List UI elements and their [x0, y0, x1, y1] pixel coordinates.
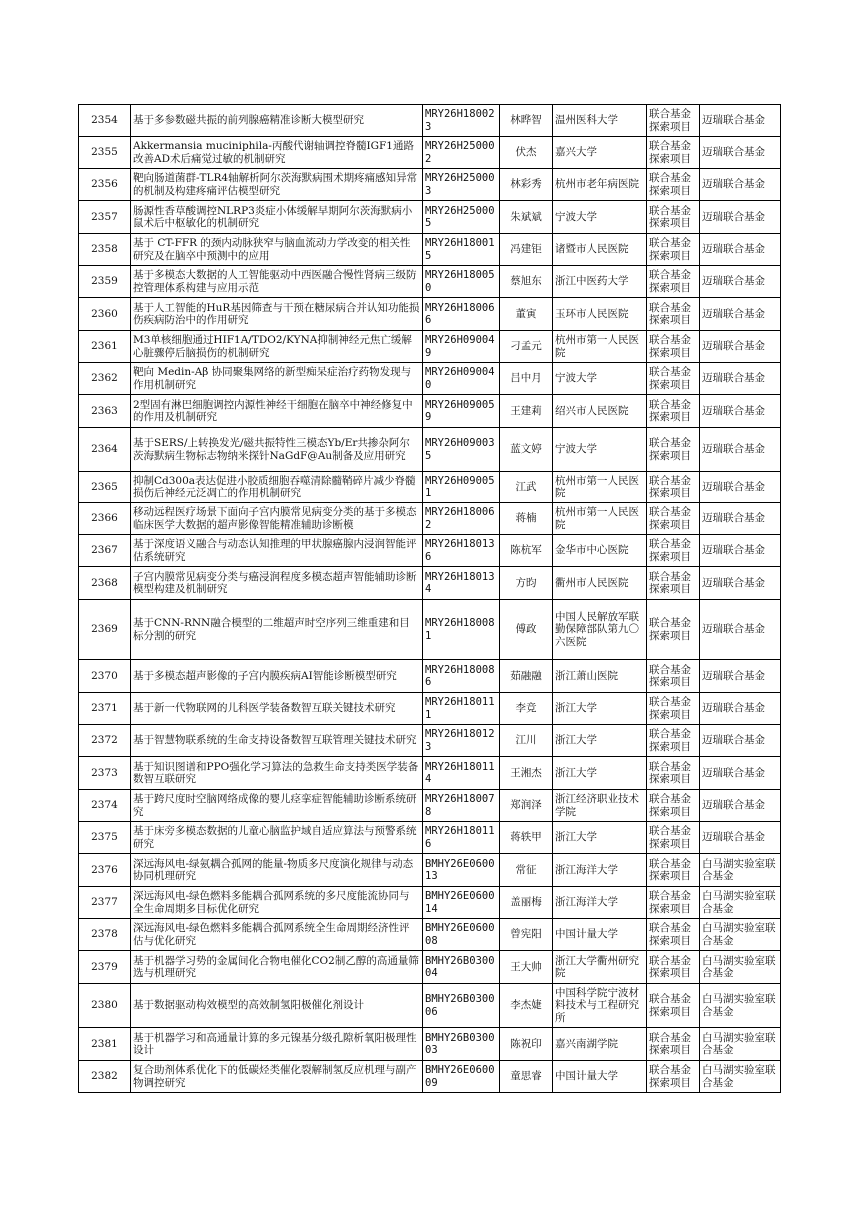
row-number-cell: 2365 — [79, 472, 131, 503]
project-title-cell: 基于多模态大数据的人工智能驱动中西医融合慢性肾病三级防控管理体系构建与应用示范 — [131, 266, 423, 298]
applicant-name-cell: 李杰婕 — [500, 984, 553, 1028]
row-number-cell: 2366 — [79, 503, 131, 535]
table-row — [79, 919, 781, 951]
project-title-cell: 基于多模态超声影像的子宫内膜疾病AI智能诊断模型研究 — [131, 660, 423, 693]
institution-cell: 衢州市人民医院 — [553, 567, 647, 600]
project-category-cell: 联合基金探索项目 — [647, 600, 700, 660]
fund-name-cell: 迈瑞联合基金 — [700, 201, 781, 234]
project-code-cell: MRY26H250005 — [423, 201, 500, 234]
applicant-name-cell: 曾宪阳 — [500, 919, 553, 951]
row-number-cell: 2356 — [79, 169, 131, 201]
fund-name-cell: 迈瑞联合基金 — [700, 693, 781, 725]
project-title-cell: 2型固有淋巴细胞调控内源性神经干细胞在脑卒中神经修复中的作用及机制研究 — [131, 395, 423, 428]
applicant-name-cell: 常征 — [500, 854, 553, 887]
project-title-cell: 基于新一代物联网的儿科医学装备数智互联关键技术研究 — [131, 693, 423, 725]
table-row — [79, 854, 781, 887]
row-number-cell: 2368 — [79, 567, 131, 600]
project-title-cell: 基于知识图谱和PPO强化学习算法的急救生命支持类医学装备数智互联研究 — [131, 757, 423, 790]
applicant-name-cell: 盖丽梅 — [500, 887, 553, 919]
project-code-cell: MRY26H180023 — [423, 105, 500, 137]
table-row — [79, 298, 781, 331]
project-category-cell: 联合基金探索项目 — [647, 266, 700, 298]
table-row — [79, 535, 781, 567]
project-category-cell: 联合基金探索项目 — [647, 984, 700, 1028]
project-title-cell: 基于深度语义融合与动态认知推理的甲状腺癌腺内浸润智能评估系统研究 — [131, 535, 423, 567]
fund-name-cell: 白马湖实验室联合基金 — [700, 919, 781, 951]
institution-cell: 嘉兴南湖学院 — [553, 1028, 647, 1061]
institution-cell: 浙江萧山医院 — [553, 660, 647, 693]
institution-cell: 中国计量大学 — [553, 919, 647, 951]
project-title-cell: 复合助剂体系优化下的低碳烃类催化裂解制氢反应机理与副产物调控研究 — [131, 1061, 423, 1093]
project-table — [78, 104, 781, 1093]
fund-name-cell: 迈瑞联合基金 — [700, 822, 781, 854]
table-row — [79, 331, 781, 363]
project-code-cell: MRY26H090049 — [423, 331, 500, 363]
applicant-name-cell: 蒋轶甲 — [500, 822, 553, 854]
project-category-cell: 联合基金探索项目 — [647, 725, 700, 757]
project-code-cell: MRY26H180078 — [423, 790, 500, 822]
project-category-cell: 联合基金探索项目 — [647, 887, 700, 919]
fund-name-cell: 迈瑞联合基金 — [700, 428, 781, 472]
applicant-name-cell: 童思睿 — [500, 1061, 553, 1093]
table-row — [79, 428, 781, 472]
applicant-name-cell: 林晔智 — [500, 105, 553, 137]
table-row — [79, 201, 781, 234]
row-number-cell: 2376 — [79, 854, 131, 887]
row-number-cell: 2372 — [79, 725, 131, 757]
applicant-name-cell: 郑润泽 — [500, 790, 553, 822]
institution-cell: 玉环市人民医院 — [553, 298, 647, 331]
row-number-cell: 2359 — [79, 266, 131, 298]
applicant-name-cell: 李竞 — [500, 693, 553, 725]
fund-name-cell: 迈瑞联合基金 — [700, 234, 781, 266]
fund-name-cell: 迈瑞联合基金 — [700, 331, 781, 363]
applicant-name-cell: 江川 — [500, 725, 553, 757]
row-number-cell: 2381 — [79, 1028, 131, 1061]
applicant-name-cell: 王建莉 — [500, 395, 553, 428]
fund-name-cell: 迈瑞联合基金 — [700, 535, 781, 567]
table-row — [79, 725, 781, 757]
fund-name-cell: 迈瑞联合基金 — [700, 363, 781, 395]
institution-cell: 杭州市第一人民医院 — [553, 503, 647, 535]
project-category-cell: 联合基金探索项目 — [647, 919, 700, 951]
row-number-cell: 2380 — [79, 984, 131, 1028]
project-code-cell: BMHY26E060014 — [423, 887, 500, 919]
table-row — [79, 1028, 781, 1061]
row-number-cell: 2362 — [79, 363, 131, 395]
institution-cell: 温州医科大学 — [553, 105, 647, 137]
applicant-name-cell: 吕中月 — [500, 363, 553, 395]
project-code-cell: BMHY26E060013 — [423, 854, 500, 887]
row-number-cell: 2379 — [79, 951, 131, 984]
fund-name-cell: 白马湖实验室联合基金 — [700, 1061, 781, 1093]
row-number-cell: 2364 — [79, 428, 131, 472]
table-row — [79, 234, 781, 266]
project-code-cell: BMHY26B030004 — [423, 951, 500, 984]
row-number-cell: 2369 — [79, 600, 131, 660]
project-code-cell: BMHY26E060009 — [423, 1061, 500, 1093]
applicant-name-cell: 方昀 — [500, 567, 553, 600]
project-code-cell: MRY26H180111 — [423, 693, 500, 725]
project-category-cell: 联合基金探索项目 — [647, 567, 700, 600]
project-title-cell: 基于CNN-RNN融合模型的二维超声时空序列三维重建和目标分割的研究 — [131, 600, 423, 660]
project-category-cell: 联合基金探索项目 — [647, 951, 700, 984]
table-row — [79, 693, 781, 725]
table-row — [79, 984, 781, 1028]
table-row — [79, 567, 781, 600]
institution-cell: 浙江经济职业技术学院 — [553, 790, 647, 822]
project-title-cell: 深远海风电-绿氨耦合孤网的能量-物质多尺度演化规律与动态协同机理研究 — [131, 854, 423, 887]
applicant-name-cell: 傅政 — [500, 600, 553, 660]
table-row — [79, 137, 781, 169]
project-code-cell: MRY26H180086 — [423, 660, 500, 693]
row-number-cell: 2382 — [79, 1061, 131, 1093]
row-number-cell: 2360 — [79, 298, 131, 331]
applicant-name-cell: 蓝文婷 — [500, 428, 553, 472]
project-code-cell: BMHY26E060008 — [423, 919, 500, 951]
row-number-cell: 2370 — [79, 660, 131, 693]
institution-cell: 绍兴市人民医院 — [553, 395, 647, 428]
project-code-cell: MRY26H180062 — [423, 503, 500, 535]
project-code-cell: MRY26H180136 — [423, 535, 500, 567]
row-number-cell: 2354 — [79, 105, 131, 137]
table-row — [79, 503, 781, 535]
project-category-cell: 联合基金探索项目 — [647, 535, 700, 567]
fund-name-cell: 迈瑞联合基金 — [700, 105, 781, 137]
project-code-cell: MRY26H180116 — [423, 822, 500, 854]
project-title-cell: 靶向肠道菌群-TLR4轴解析阿尔茨海默病围术期疼痛感知异常的机制及构建疼痛评估模型研究 — [131, 169, 423, 201]
table-row — [79, 822, 781, 854]
applicant-name-cell: 冯建钜 — [500, 234, 553, 266]
project-category-cell: 联合基金探索项目 — [647, 234, 700, 266]
fund-name-cell: 白马湖实验室联合基金 — [700, 984, 781, 1028]
project-category-cell: 联合基金探索项目 — [647, 169, 700, 201]
project-category-cell: 联合基金探索项目 — [647, 1028, 700, 1061]
institution-cell: 浙江大学衢州研究院 — [553, 951, 647, 984]
table-row — [79, 887, 781, 919]
project-title-cell: Akkermansia muciniphila-丙酸代谢轴调控脊髓IGF1通路改善AD术后痛觉过敏的机制研究 — [131, 137, 423, 169]
project-code-cell: MRY26H250002 — [423, 137, 500, 169]
table-row — [79, 600, 781, 660]
institution-cell: 中国计量大学 — [553, 1061, 647, 1093]
applicant-name-cell: 王大帅 — [500, 951, 553, 984]
project-title-cell: 基于机器学习和高通量计算的多元镍基分级孔隙析氧阳极理性设计 — [131, 1028, 423, 1061]
project-category-cell: 联合基金探索项目 — [647, 693, 700, 725]
project-category-cell: 联合基金探索项目 — [647, 757, 700, 790]
table-row — [79, 757, 781, 790]
table-row — [79, 951, 781, 984]
project-title-cell: 深远海风电-绿色燃料多能耦合孤网系统全生命周期经济性评估与优化研究 — [131, 919, 423, 951]
institution-cell: 浙江大学 — [553, 757, 647, 790]
project-code-cell: BMHY26B030003 — [423, 1028, 500, 1061]
project-category-cell: 联合基金探索项目 — [647, 137, 700, 169]
fund-name-cell: 迈瑞联合基金 — [700, 790, 781, 822]
fund-name-cell: 迈瑞联合基金 — [700, 266, 781, 298]
table-row — [79, 395, 781, 428]
project-code-cell: MRY26H090051 — [423, 472, 500, 503]
project-category-cell: 联合基金探索项目 — [647, 298, 700, 331]
project-category-cell: 联合基金探索项目 — [647, 105, 700, 137]
institution-cell: 金华市中心医院 — [553, 535, 647, 567]
project-title-cell: 基于 CT-FFR 的颈内动脉狭窄与脑血流动力学改变的相关性研究及在脑卒中预测中的应用 — [131, 234, 423, 266]
applicant-name-cell: 江武 — [500, 472, 553, 503]
project-table-body — [79, 105, 781, 1093]
project-category-cell: 联合基金探索项目 — [647, 854, 700, 887]
fund-name-cell: 迈瑞联合基金 — [700, 503, 781, 535]
row-number-cell: 2374 — [79, 790, 131, 822]
project-code-cell: MRY26H090035 — [423, 428, 500, 472]
fund-name-cell: 迈瑞联合基金 — [700, 137, 781, 169]
table-row — [79, 1061, 781, 1093]
project-category-cell: 联合基金探索项目 — [647, 201, 700, 234]
project-title-cell: 基于数据驱动构效模型的高效制氢阳极催化剂设计 — [131, 984, 423, 1028]
institution-cell: 浙江大学 — [553, 822, 647, 854]
institution-cell: 浙江中医药大学 — [553, 266, 647, 298]
project-title-cell: 基于多参数磁共振的前列腺癌精准诊断大模型研究 — [131, 105, 423, 137]
applicant-name-cell: 陈杭军 — [500, 535, 553, 567]
row-number-cell: 2367 — [79, 535, 131, 567]
project-title-cell: 肠源性香草酸调控NLRP3炎症小体缓解早期阿尔茨海默病小鼠术后中枢敏化的机制研究 — [131, 201, 423, 234]
fund-name-cell: 迈瑞联合基金 — [700, 660, 781, 693]
row-number-cell: 2358 — [79, 234, 131, 266]
row-number-cell: 2377 — [79, 887, 131, 919]
institution-cell: 浙江大学 — [553, 725, 647, 757]
project-code-cell: MRY26H180066 — [423, 298, 500, 331]
institution-cell: 杭州市第一人民医院 — [553, 331, 647, 363]
project-title-cell: 基于床旁多模态数据的儿童心脑监护域自适应算法与预警系统研究 — [131, 822, 423, 854]
row-number-cell: 2371 — [79, 693, 131, 725]
institution-cell: 嘉兴大学 — [553, 137, 647, 169]
project-category-cell: 联合基金探索项目 — [647, 790, 700, 822]
project-title-cell: 子宫内膜常见病变分类与癌浸润程度多模态超声智能辅助诊断模型构建及机制研究 — [131, 567, 423, 600]
fund-name-cell: 白马湖实验室联合基金 — [700, 854, 781, 887]
project-code-cell: MRY26H180081 — [423, 600, 500, 660]
institution-cell: 宁波大学 — [553, 363, 647, 395]
institution-cell: 宁波大学 — [553, 201, 647, 234]
project-code-cell: MRY26H090059 — [423, 395, 500, 428]
project-title-cell: 靶向 Medin-Aβ 协同聚集网络的新型痴呆症治疗药物发现与作用机制研究 — [131, 363, 423, 395]
fund-name-cell: 迈瑞联合基金 — [700, 298, 781, 331]
project-category-cell: 联合基金探索项目 — [647, 660, 700, 693]
institution-cell: 浙江大学 — [553, 693, 647, 725]
table-row — [79, 266, 781, 298]
project-category-cell: 联合基金探索项目 — [647, 428, 700, 472]
project-title-cell: 深远海风电-绿色燃料多能耦合孤网系统的多尺度能流协同与全生命周期多目标优化研究 — [131, 887, 423, 919]
row-number-cell: 2375 — [79, 822, 131, 854]
applicant-name-cell: 刁孟元 — [500, 331, 553, 363]
applicant-name-cell: 朱斌斌 — [500, 201, 553, 234]
row-number-cell: 2355 — [79, 137, 131, 169]
project-code-cell: MRY26H180050 — [423, 266, 500, 298]
row-number-cell: 2363 — [79, 395, 131, 428]
project-title-cell: 抑制Cd300a表达促进小胶质细胞吞噬清除髓鞘碎片减少脊髓损伤后神经元泛凋亡的作用机制研究 — [131, 472, 423, 503]
project-category-cell: 联合基金探索项目 — [647, 395, 700, 428]
table-row — [79, 472, 781, 503]
row-number-cell: 2378 — [79, 919, 131, 951]
project-code-cell: MRY26H180114 — [423, 757, 500, 790]
institution-cell: 浙江海洋大学 — [553, 887, 647, 919]
project-code-cell: MRY26H180134 — [423, 567, 500, 600]
table-row — [79, 169, 781, 201]
institution-cell: 宁波大学 — [553, 428, 647, 472]
applicant-name-cell: 陈祝印 — [500, 1028, 553, 1061]
institution-cell: 中国人民解放军联勤保障部队第九〇六医院 — [553, 600, 647, 660]
institution-cell: 中国科学院宁波材料技术与工程研究所 — [553, 984, 647, 1028]
fund-name-cell: 迈瑞联合基金 — [700, 757, 781, 790]
table-row — [79, 105, 781, 137]
project-code-cell: MRY26H180015 — [423, 234, 500, 266]
project-code-cell: MRY26H250003 — [423, 169, 500, 201]
institution-cell: 杭州市老年病医院 — [553, 169, 647, 201]
project-title-cell: 基于人工智能的HuR基因筛查与干预在糖尿病合并认知功能损伤疾病防治中的作用研究 — [131, 298, 423, 331]
applicant-name-cell: 蒋楠 — [500, 503, 553, 535]
project-category-cell: 联合基金探索项目 — [647, 503, 700, 535]
fund-name-cell: 白马湖实验室联合基金 — [700, 1028, 781, 1061]
fund-name-cell: 迈瑞联合基金 — [700, 600, 781, 660]
institution-cell: 浙江海洋大学 — [553, 854, 647, 887]
institution-cell: 诸暨市人民医院 — [553, 234, 647, 266]
row-number-cell: 2357 — [79, 201, 131, 234]
applicant-name-cell: 王湘杰 — [500, 757, 553, 790]
row-number-cell: 2361 — [79, 331, 131, 363]
project-title-cell: 基于SERS/上转换发光/磁共振特性三模态Yb/Er共掺杂阿尔茨海默病生物标志物纳米探针NaGdF@Au制备及应用研究 — [131, 428, 423, 472]
project-category-cell: 联合基金探索项目 — [647, 331, 700, 363]
fund-name-cell: 迈瑞联合基金 — [700, 472, 781, 503]
project-category-cell: 联合基金探索项目 — [647, 822, 700, 854]
table-row — [79, 790, 781, 822]
project-title-cell: 基于机器学习势的金属间化合物电催化CO2制乙醇的高通量筛选与机理研究 — [131, 951, 423, 984]
applicant-name-cell: 伏杰 — [500, 137, 553, 169]
applicant-name-cell: 蔡旭东 — [500, 266, 553, 298]
table-row — [79, 660, 781, 693]
fund-name-cell: 迈瑞联合基金 — [700, 567, 781, 600]
fund-name-cell: 白马湖实验室联合基金 — [700, 951, 781, 984]
project-category-cell: 联合基金探索项目 — [647, 1061, 700, 1093]
applicant-name-cell: 董寅 — [500, 298, 553, 331]
project-code-cell: MRY26H090040 — [423, 363, 500, 395]
project-title-cell: M3单核细胞通过HIF1A/TDO2/KYNA抑制神经元焦亡缓解心脏骤停后脑损伤的机制研究 — [131, 331, 423, 363]
row-number-cell: 2373 — [79, 757, 131, 790]
fund-name-cell: 白马湖实验室联合基金 — [700, 887, 781, 919]
project-category-cell: 联合基金探索项目 — [647, 363, 700, 395]
project-title-cell: 基于跨尺度时空脑网络成像的婴儿痉挛症智能辅助诊断系统研究 — [131, 790, 423, 822]
project-code-cell: BMHY26B030006 — [423, 984, 500, 1028]
project-category-cell: 联合基金探索项目 — [647, 472, 700, 503]
fund-name-cell: 迈瑞联合基金 — [700, 725, 781, 757]
project-title-cell: 移动远程医疗场景下面向子宫内膜常见病变分类的基于多模态临床医学大数据的超声影像智能精准辅助诊断模 — [131, 503, 423, 535]
table-row — [79, 363, 781, 395]
fund-name-cell: 迈瑞联合基金 — [700, 169, 781, 201]
applicant-name-cell: 林彩秀 — [500, 169, 553, 201]
fund-name-cell: 迈瑞联合基金 — [700, 395, 781, 428]
project-title-cell: 基于智慧物联系统的生命支持设备数智互联管理关键技术研究 — [131, 725, 423, 757]
applicant-name-cell: 茹融融 — [500, 660, 553, 693]
project-code-cell: MRY26H180123 — [423, 725, 500, 757]
institution-cell: 杭州市第一人民医院 — [553, 472, 647, 503]
